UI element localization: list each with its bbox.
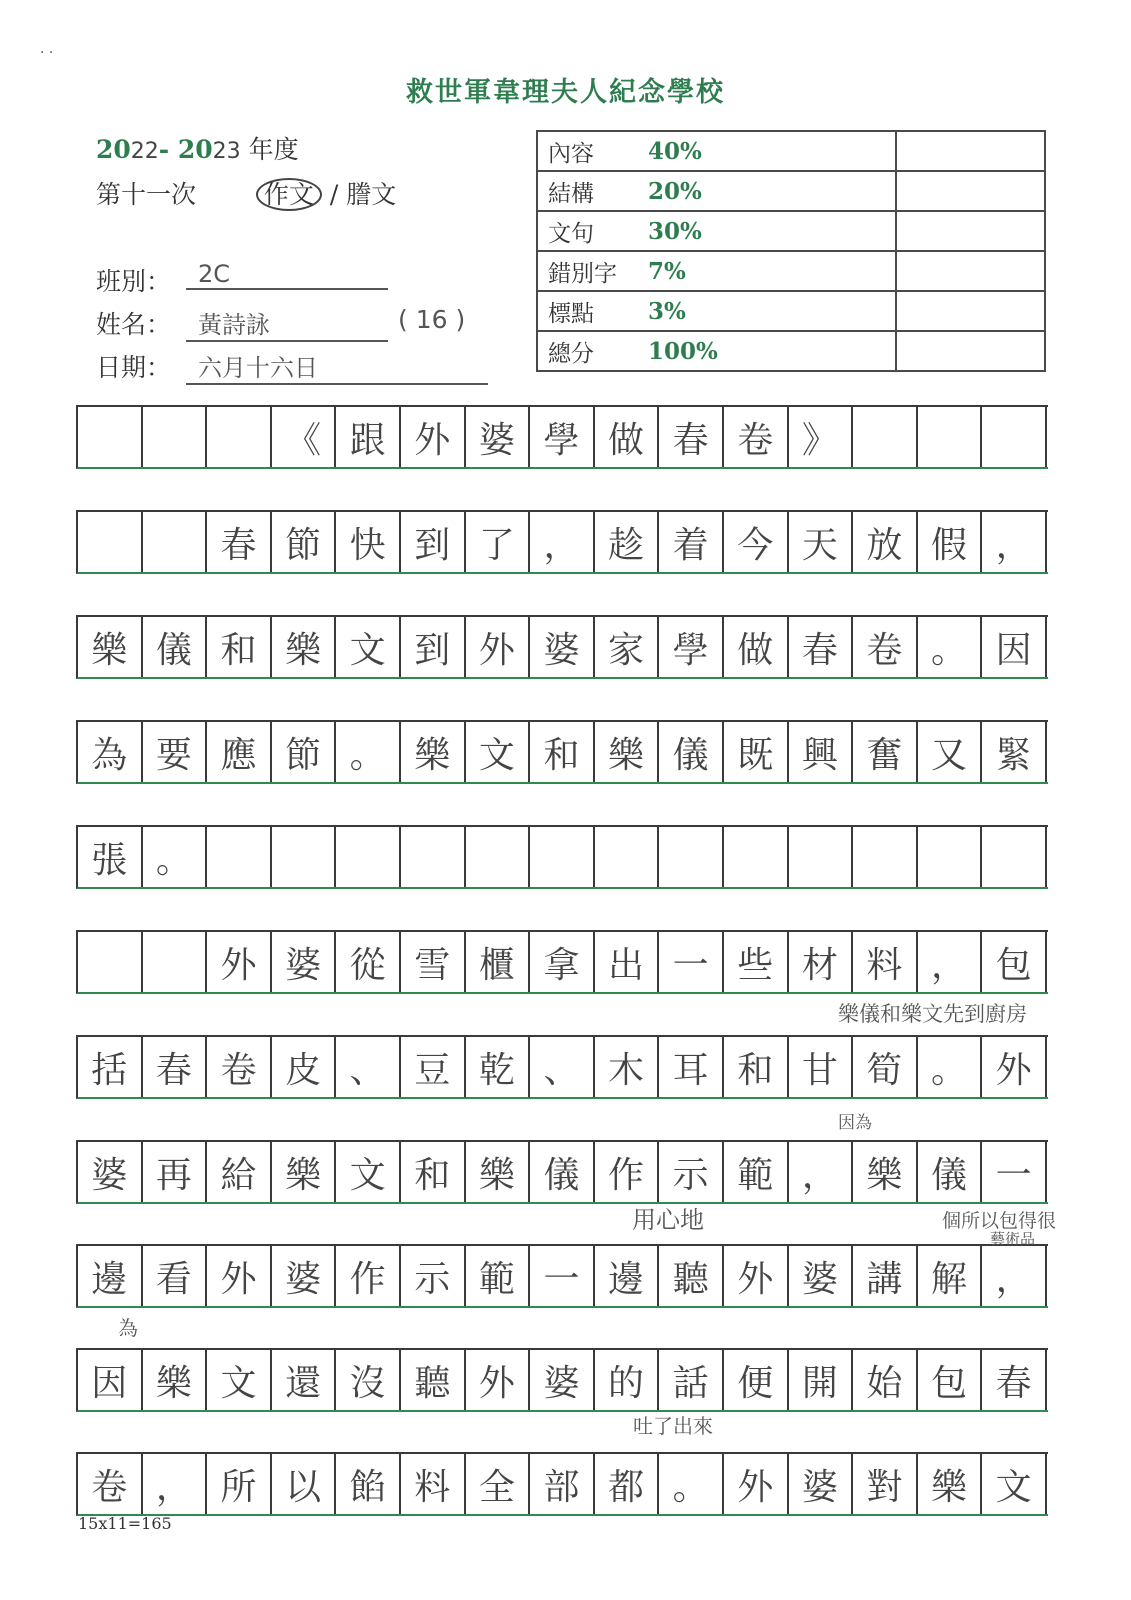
annotation-kitchen: 樂儀和樂文先到廚房 — [838, 1002, 1027, 1026]
grid-cell: ， — [530, 512, 595, 572]
grid-cell: 春 — [143, 1037, 208, 1097]
grid-row — [76, 1035, 1048, 1099]
grid-cell: 聽 — [401, 1350, 466, 1410]
grid-cell: 到 — [401, 512, 466, 572]
grid-cell: 》 — [789, 407, 854, 467]
grid-cell: 料 — [401, 1454, 466, 1514]
grid-cell: 外 — [207, 1246, 272, 1306]
grid-cell — [336, 827, 401, 887]
grid-row — [76, 1244, 1048, 1308]
grid-row — [76, 930, 1048, 994]
grid-cell: 包 — [918, 1350, 983, 1410]
grid-cell: 給 — [207, 1142, 272, 1202]
grid-cell: 婆 — [789, 1246, 854, 1306]
grid-cell: 始 — [853, 1350, 918, 1410]
grid-cell: 婆 — [272, 1246, 337, 1306]
year-hand-1: 22 — [130, 139, 159, 164]
score-blank-cell — [896, 131, 1045, 171]
grid-cell — [595, 827, 660, 887]
grid-cell: 範 — [724, 1142, 789, 1202]
grid-row — [76, 510, 1048, 574]
grid-cell: 料 — [853, 932, 918, 992]
score-row — [537, 251, 1045, 291]
grid-cell: 。 — [143, 827, 208, 887]
grid-cell — [143, 512, 208, 572]
annotation-so-wrapped: 個所以包得很 — [942, 1210, 1057, 1232]
grid-cell: 。 — [918, 617, 983, 677]
grid-row — [76, 1452, 1048, 1516]
grid-cell: ， — [143, 1454, 208, 1514]
grid-cell: 放 — [853, 512, 918, 572]
score-blank-cell — [896, 211, 1045, 251]
grid-cell: 甘 — [789, 1037, 854, 1097]
criterion-weight: 3% — [648, 298, 686, 325]
grid-cell: 一 — [530, 1246, 595, 1306]
criterion-weight: 100% — [648, 338, 718, 365]
score-blank-cell — [896, 171, 1045, 211]
grid-cell: 家 — [595, 617, 660, 677]
grid-cell: 櫃 — [466, 932, 531, 992]
grid-cell: 和 — [401, 1142, 466, 1202]
grid-cell: 些 — [724, 932, 789, 992]
grid-cell: 木 — [595, 1037, 660, 1097]
grid-cell: 婆 — [530, 617, 595, 677]
annotation-spit-out: 吐了出來 — [633, 1414, 713, 1438]
grid-cell — [143, 932, 208, 992]
grid-cell — [466, 827, 531, 887]
annotation-because: 因為 — [838, 1113, 872, 1133]
type-essay-circled: 作文 — [256, 178, 322, 211]
grid-cell: 以 — [272, 1454, 337, 1514]
name-label: 姓名： — [96, 310, 172, 339]
grid-cell: 皮 — [272, 1037, 337, 1097]
grid-cell: 餡 — [336, 1454, 401, 1514]
grid-cell: 儀 — [143, 617, 208, 677]
grid-cell: 開 — [789, 1350, 854, 1410]
grid-cell: ， — [918, 932, 983, 992]
grid-cell: 婆 — [78, 1142, 143, 1202]
grid-cell: 春 — [982, 1350, 1047, 1410]
grid-cell: 。 — [336, 722, 401, 782]
grid-cell — [78, 932, 143, 992]
grid-cell: 範 — [466, 1246, 531, 1306]
grid-cell: 應 — [207, 722, 272, 782]
grid-cell: 因 — [78, 1350, 143, 1410]
grid-cell — [853, 407, 918, 467]
grid-cell: 春 — [659, 407, 724, 467]
date-label: 日期： — [96, 353, 172, 382]
grid-cell: 卷 — [78, 1454, 143, 1514]
grid-cell — [659, 827, 724, 887]
grid-cell: 樂 — [853, 1142, 918, 1202]
grid-cell: 示 — [401, 1246, 466, 1306]
grid-cell: 為 — [78, 722, 143, 782]
grid-row — [76, 405, 1048, 469]
grid-cell: 樂 — [466, 1142, 531, 1202]
grid-cell: 括 — [78, 1037, 143, 1097]
grid-cell: 拿 — [530, 932, 595, 992]
grid-cell — [918, 407, 983, 467]
grid-cell: 興 — [789, 722, 854, 782]
score-criterion — [537, 331, 896, 371]
grid-cell: 外 — [207, 932, 272, 992]
grid-cell: 筍 — [853, 1037, 918, 1097]
grid-cell: 材 — [789, 932, 854, 992]
grid-cell: 因 — [982, 617, 1047, 677]
grid-cell: 。 — [918, 1037, 983, 1097]
score-criterion — [537, 171, 896, 211]
type-separator: / — [321, 180, 347, 209]
grid-cell: 、 — [530, 1037, 595, 1097]
grid-cell: 既 — [724, 722, 789, 782]
grid-cell: 文 — [982, 1454, 1047, 1514]
score-blank-cell — [896, 291, 1045, 331]
criterion-weight: 7% — [648, 258, 686, 285]
grid-cell: 今 — [724, 512, 789, 572]
grid-cell: 外 — [401, 407, 466, 467]
grid-cell: 跟 — [336, 407, 401, 467]
grid-cell: 和 — [724, 1037, 789, 1097]
score-criterion — [537, 251, 896, 291]
grid-cell — [207, 827, 272, 887]
assignment-number: 第十一次 — [96, 180, 197, 209]
grid-cell: 示 — [659, 1142, 724, 1202]
grid-cell: 文 — [336, 617, 401, 677]
grid-cell — [918, 827, 983, 887]
student-number: ( 16 ) — [398, 305, 466, 334]
annotation-wei: 為 — [118, 1316, 138, 1340]
grid-cell: 雪 — [401, 932, 466, 992]
score-row — [537, 331, 1045, 371]
criterion-weight: 20% — [648, 178, 702, 205]
criterion-weight: 30% — [648, 218, 702, 245]
score-criterion — [537, 211, 896, 251]
grid-cell: 春 — [789, 617, 854, 677]
criterion-name: 總分 — [548, 340, 594, 367]
grid-cell: 沒 — [336, 1350, 401, 1410]
grid-cell: 春 — [207, 512, 272, 572]
grid-cell: 儀 — [530, 1142, 595, 1202]
grid-cell: ， — [982, 1246, 1047, 1306]
grid-cell: 部 — [530, 1454, 595, 1514]
class-value: 2C — [186, 260, 388, 290]
grid-row — [76, 1140, 1048, 1204]
grid-cell: 外 — [724, 1454, 789, 1514]
grid-cell: 全 — [466, 1454, 531, 1514]
grid-cell: 快 — [336, 512, 401, 572]
grid-cell: 卷 — [853, 617, 918, 677]
score-row — [537, 171, 1045, 211]
grid-cell: 包 — [982, 932, 1047, 992]
grid-cell: 解 — [918, 1246, 983, 1306]
grid-cell: 張 — [78, 827, 143, 887]
grid-cell — [207, 407, 272, 467]
grid-cell: 卷 — [207, 1037, 272, 1097]
grid-cell: 樂 — [272, 1142, 337, 1202]
grid-cell: 趁 — [595, 512, 660, 572]
grid-cell: 還 — [272, 1350, 337, 1410]
score-criterion — [537, 131, 896, 171]
grid-cell: 《 — [272, 407, 337, 467]
grid-cell: 聽 — [659, 1246, 724, 1306]
grid-cell: 樂 — [401, 722, 466, 782]
grid-cell: 又 — [918, 722, 983, 782]
score-blank-cell — [896, 331, 1045, 371]
grid-cell: 到 — [401, 617, 466, 677]
criterion-name: 結構 — [548, 180, 594, 207]
grid-cell: 樂 — [595, 722, 660, 782]
grid-cell: 外 — [466, 617, 531, 677]
grid-cell: 儀 — [659, 722, 724, 782]
grid-cell: 婆 — [789, 1454, 854, 1514]
annotation-attentively: 用心地 — [632, 1206, 704, 1234]
grid-cell: 婆 — [466, 407, 531, 467]
grid-cell — [982, 407, 1047, 467]
grid-cell: 看 — [143, 1246, 208, 1306]
grid-cell: 。 — [659, 1454, 724, 1514]
criterion-name: 錯別字 — [548, 260, 617, 287]
grid-row — [76, 1348, 1048, 1412]
grid-cell: 假 — [918, 512, 983, 572]
grid-cell — [401, 827, 466, 887]
score-row — [537, 131, 1045, 171]
grid-cell: 樂 — [143, 1350, 208, 1410]
grid-cell: 對 — [853, 1454, 918, 1514]
grid-cell: 婆 — [272, 932, 337, 992]
grid-cell: 文 — [336, 1142, 401, 1202]
grid-cell: 從 — [336, 932, 401, 992]
grid-cell: 豆 — [401, 1037, 466, 1097]
criterion-name: 內容 — [548, 140, 594, 167]
grid-cell: 和 — [530, 722, 595, 782]
grid-cell: 了 — [466, 512, 531, 572]
grid-cell: 文 — [466, 722, 531, 782]
criterion-name: 標點 — [548, 300, 594, 327]
grid-cell: 奮 — [853, 722, 918, 782]
grid-cell: 外 — [724, 1246, 789, 1306]
type-copy: 謄文 — [346, 180, 397, 209]
grid-cell: 做 — [595, 407, 660, 467]
date-value: 六月十六日 — [186, 348, 488, 385]
grid-cell: ， — [789, 1142, 854, 1202]
grid-cell: 的 — [595, 1350, 660, 1410]
grid-cell: 都 — [595, 1454, 660, 1514]
grid-cell: 邊 — [595, 1246, 660, 1306]
grid-cell — [78, 407, 143, 467]
grid-cell: 所 — [207, 1454, 272, 1514]
class-field — [96, 260, 231, 298]
grid-cell — [789, 827, 854, 887]
grid-cell: 節 — [272, 722, 337, 782]
year-hand-2: 23 — [212, 139, 241, 164]
grid-cell: 節 — [272, 512, 337, 572]
grid-count-footer: 15x11=165 — [78, 1514, 172, 1533]
grid-cell: 講 — [853, 1246, 918, 1306]
score-table — [536, 130, 1046, 372]
score-row — [537, 291, 1045, 331]
grid-cell: 卷 — [724, 407, 789, 467]
class-label: 班別： — [96, 267, 172, 296]
grid-cell: 樂 — [78, 617, 143, 677]
grid-cell — [143, 407, 208, 467]
scan-specks: · · — [40, 45, 54, 61]
grid-cell — [272, 827, 337, 887]
grid-cell: 婆 — [530, 1350, 595, 1410]
score-blank-cell — [896, 251, 1045, 291]
school-title: 救世軍韋理夫人紀念學校 — [406, 77, 725, 108]
assignment-type-line — [96, 175, 396, 211]
grid-cell: 做 — [724, 617, 789, 677]
grid-row — [76, 615, 1048, 679]
grid-cell: 作 — [595, 1142, 660, 1202]
grid-cell: 樂 — [918, 1454, 983, 1514]
grid-cell: 天 — [789, 512, 854, 572]
grid-cell: 學 — [530, 407, 595, 467]
annotation-artwork: 藝術品 — [990, 1230, 1036, 1248]
grid-cell: 樂 — [272, 617, 337, 677]
date-field — [96, 348, 318, 384]
score-criterion — [537, 291, 896, 331]
grid-cell: 儀 — [918, 1142, 983, 1202]
grid-cell: 出 — [595, 932, 660, 992]
grid-cell: 外 — [982, 1037, 1047, 1097]
grid-cell: 耳 — [659, 1037, 724, 1097]
school-year — [96, 130, 299, 166]
name-value: 黃詩詠 — [186, 305, 388, 342]
grid-row — [76, 825, 1048, 889]
score-row — [537, 211, 1045, 251]
grid-cell: 文 — [207, 1350, 272, 1410]
name-field — [96, 305, 270, 341]
grid-cell: 外 — [466, 1350, 531, 1410]
grid-cell: 要 — [143, 722, 208, 782]
year-dash: - 20 — [158, 135, 213, 164]
grid-cell: ， — [982, 512, 1047, 572]
grid-cell: 學 — [659, 617, 724, 677]
grid-cell: 作 — [336, 1246, 401, 1306]
grid-cell: 一 — [982, 1142, 1047, 1202]
grid-cell: 一 — [659, 932, 724, 992]
year-suffix: 年度 — [240, 135, 299, 164]
grid-cell: 再 — [143, 1142, 208, 1202]
grid-cell — [982, 827, 1047, 887]
grid-cell: 和 — [207, 617, 272, 677]
grid-cell — [78, 512, 143, 572]
criterion-name: 文句 — [548, 220, 594, 247]
grid-cell: 、 — [336, 1037, 401, 1097]
grid-cell — [724, 827, 789, 887]
grid-cell: 乾 — [466, 1037, 531, 1097]
grid-cell: 邊 — [78, 1246, 143, 1306]
grid-cell — [853, 827, 918, 887]
year-prefix: 20 — [96, 135, 131, 164]
grid-row — [76, 720, 1048, 784]
grid-cell: 話 — [659, 1350, 724, 1410]
grid-cell — [530, 827, 595, 887]
criterion-weight: 40% — [648, 138, 702, 165]
grid-cell: 便 — [724, 1350, 789, 1410]
grid-cell: 着 — [659, 512, 724, 572]
grid-cell: 緊 — [982, 722, 1047, 782]
